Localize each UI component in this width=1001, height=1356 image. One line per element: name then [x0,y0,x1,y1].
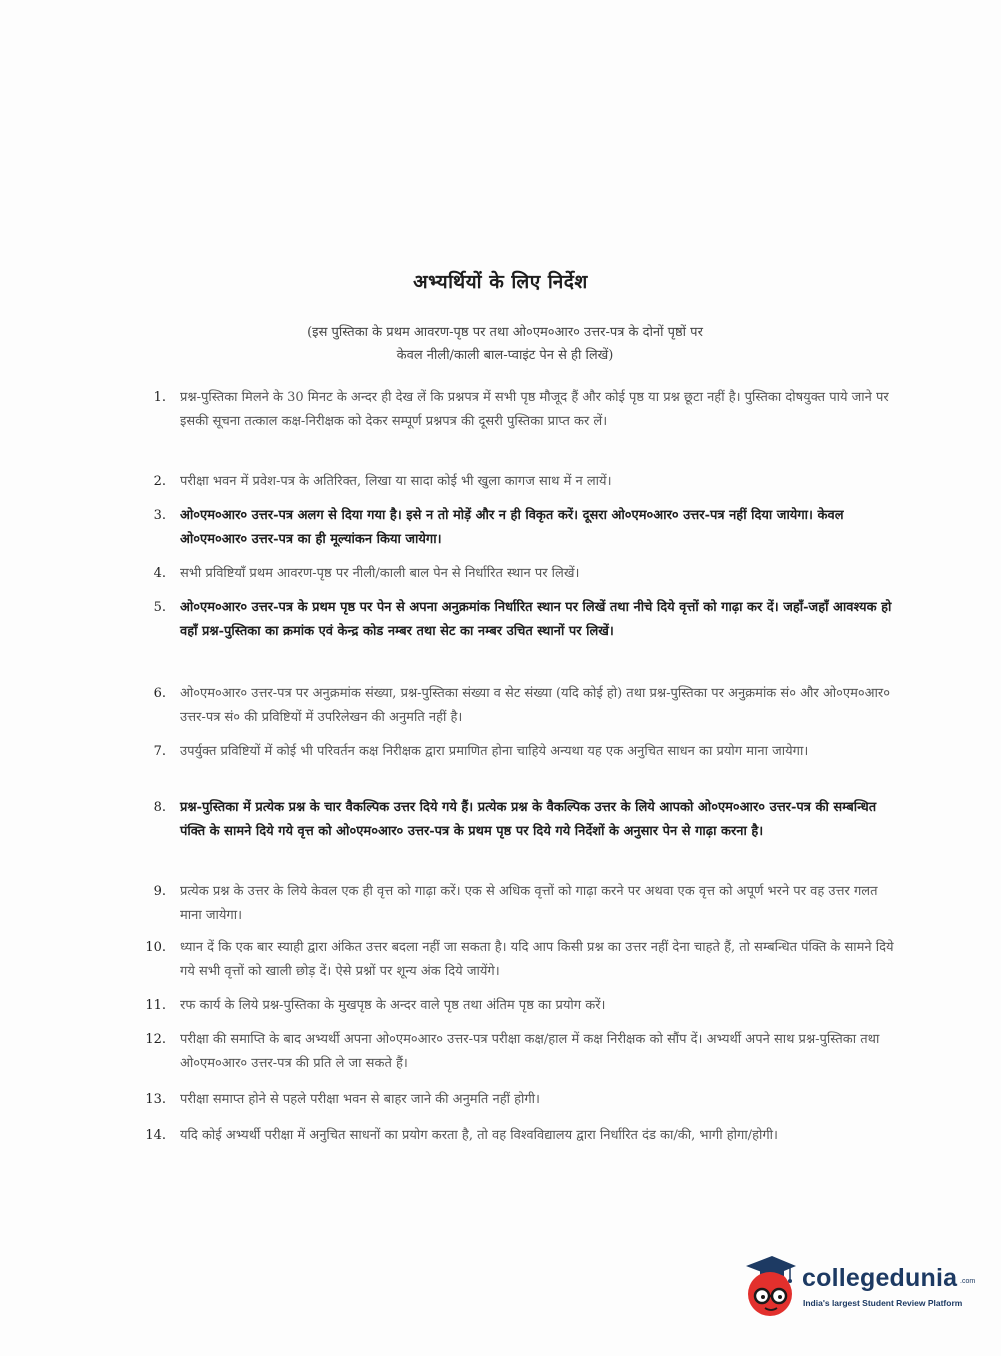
instruction-number: 1. [153,390,166,405]
instruction-item [128,386,900,434]
instruction-item [128,470,900,494]
instruction-text: परीक्षा भवन में प्रवेश-पत्र के अतिरिक्त, लिखा या सादा कोई भी खुला कागज साथ में न लायें। [180,474,612,489]
instruction-number: 5. [153,600,166,615]
instruction-item [128,796,900,844]
instruction-text: यदि कोई अभ्यर्थी परीक्षा में अनुचित साधनों का प्रयोग करता है, तो वह विश्वविद्यालय द्वारा निर्धारित दंड का/की, भागी होगा/होगी। [180,1128,778,1143]
instruction-text: परीक्षा समाप्त होने से पहले परीक्षा भवन से बाहर जाने की अनुमति नहीं होगी। [180,1092,540,1107]
page-subtitle [200,321,810,367]
instruction-item [128,562,900,586]
subtitle-line-1: (इस पुस्तिका के प्रथम आवरण-पृष्ठ पर तथा ओ०एम०आर० उत्तर-पत्र के दोनों पृष्ठों पर [307,325,703,340]
instruction-text: प्रश्न-पुस्तिका मिलने के 30 मिनट के अन्दर ही देख लें कि प्रश्नपत्र में सभी पृष्ठ मौजूद हैं और कोई पृष्ठ या प्रश्न छूटा नहीं है। पुस्तिका दोषयुक्त पाये जाने पर इसकी सूचना तत्काल कक्ष-निरीक्षक को देकर सम्पूर्ण प्रश्नपत्र की दूसरी पुस्तिका प्राप्त कर लें। [180,390,889,429]
instruction-number: 2. [153,474,166,489]
instruction-number: 7. [153,744,166,759]
instruction-item [128,936,900,984]
instruction-item [128,1088,900,1112]
collegedunia-mascot-icon [738,1250,798,1322]
subtitle-line-2: केवल नीली/काली बाल-प्वाइंट पेन से ही लिखें) [396,348,614,363]
instruction-text: प्रश्न-पुस्तिका में प्रत्येक प्रश्न के चार वैकल्पिक उत्तर दिये गये हैं। प्रत्येक प्रश्न के वैकल्पिक उत्तर के लिये आपको ओ०एम०आर० उत्तर-पत्र की सम्बन्धित पंक्ति के सामने दिये गये वृत्त को ओ०एम०आर० उत्तर-पत्र के प्रथम पृष्ठ पर दिये गये निर्देशों के अनुसार पेन से गाढ़ा करना है। [180,800,877,839]
instruction-number: 9. [153,884,166,899]
instruction-text: ओ०एम०आर० उत्तर-पत्र अलग से दिया गया है। इसे न तो मोड़ें और न ही विकृत करें। दूसरा ओ०एम०आर० उत्तर-पत्र नहीं दिया जायेगा। केवल ओ०एम०आर० उत्तर-पत्र का ही मूल्यांकन किया जायेगा। [180,508,844,547]
instruction-text: ओ०एम०आर० उत्तर-पत्र पर अनुक्रमांक संख्या, प्रश्न-पुस्तिका संख्या व सेट संख्या (यदि कोई हो) तथा प्रश्न-पुस्तिका पर अनुक्रमांक सं० और ओ०एम०आर० उत्तर-पत्र सं० की प्रविष्टियों में उपरिलेखन की अनुमति नहीं है। [180,686,891,725]
instruction-number: 14. [145,1128,166,1143]
instruction-item [128,504,900,552]
instruction-item [128,994,900,1018]
instruction-text: परीक्षा की समाप्ति के बाद अभ्यर्थी अपना ओ०एम०आर० उत्तर-पत्र परीक्षा कक्ष/हाल में कक्ष निरीक्षक को सौंप दें। अभ्यर्थी अपने साथ प्रश्न-पुस्तिका तथा ओ०एम०आर० उत्तर-पत्र की प्रति ले जा सकते हैं। [180,1032,880,1071]
instruction-text: प्रत्येक प्रश्न के उत्तर के लिये केवल एक ही वृत्त को गाढ़ा करें। एक से अधिक वृत्तों को गाढ़ा करने पर अथवा एक वृत्त को अपूर्ण भरने पर वह उत्तर गलत माना जायेगा। [180,884,878,923]
instruction-item [128,740,900,764]
instruction-number: 4. [153,566,166,581]
instruction-number: 8. [153,800,166,815]
instruction-text: ध्यान दें कि एक बार स्याही द्वारा अंकित उत्तर बदला नहीं जा सकता है। यदि आप किसी प्रश्न का उत्तर नहीं देना चाहते हैं, तो सम्बन्धित पंक्ति के सामने दिये गये सभी वृत्तों को खाली छोड़ दें। ऐसे प्रश्नों पर शून्य अंक दिये जायेंगे। [180,940,894,979]
instruction-item [128,1124,900,1148]
instruction-text: रफ कार्य के लिये प्रश्न-पुस्तिका के मुखपृष्ठ के अन्दर वाले पृष्ठ तथा अंतिम पृष्ठ का प्रयोग करें। [180,998,606,1013]
instruction-item [128,880,900,928]
instruction-number: 11. [145,998,166,1013]
instruction-item [128,682,900,730]
collegedunia-watermark [738,1250,976,1322]
instruction-text: उपर्युक्त प्रविष्टियों में कोई भी परिवर्तन कक्ष निरीक्षक द्वारा प्रमाणित होना चाहिये अन्यथा यह एक अनुचित साधन का प्रयोग माना जायेगा। [180,744,809,759]
instruction-item [128,1028,900,1076]
instruction-item [128,596,900,644]
instruction-number: 13. [145,1092,166,1107]
instruction-text: सभी प्रविष्टियाँ प्रथम आवरण-पृष्ठ पर नीली/काली बाल पेन से निर्धारित स्थान पर लिखें। [180,566,580,581]
instruction-text: ओ०एम०आर० उत्तर-पत्र के प्रथम पृष्ठ पर पेन से अपना अनुक्रमांक निर्धारित स्थान पर लिखें तथा नीचे दिये वृत्तों को गाढ़ा कर दें। जहाँ-जहाँ आवश्यक हो वहाँ प्रश्न-पुस्तिका का क्रमांक एवं केन्द्र कोड नम्बर तथा सेट का नम्बर उचित स्थानों पर लिखें। [180,600,892,639]
instruction-number: 6. [153,686,166,701]
collegedunia-tld-text: .com [960,1278,976,1285]
instruction-number: 3. [153,508,166,523]
instruction-number: 12. [145,1032,166,1047]
instruction-number: 10. [145,940,166,955]
collegedunia-brand-text: collegedunia [802,1264,958,1292]
collegedunia-tagline: India's largest Student Review Platform [803,1298,963,1308]
page-title: अभ्यर्थियों के लिए निर्देश [413,271,588,293]
